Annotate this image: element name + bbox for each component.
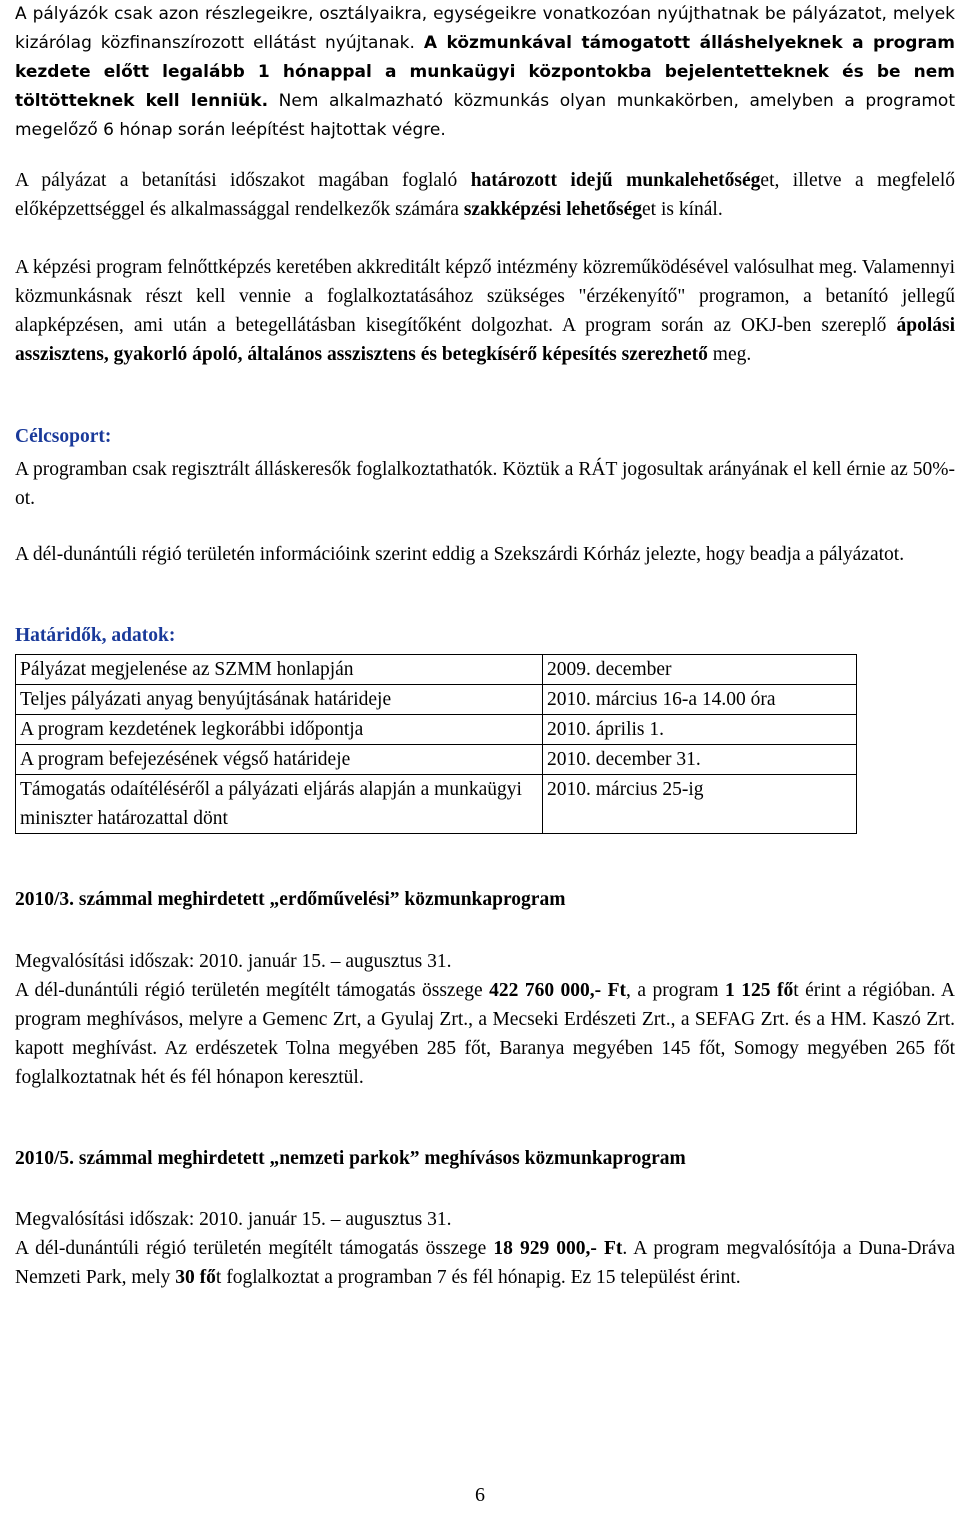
- paragraph-opportunity: [15, 166, 955, 224]
- text-run: A dél-dunántúli régió területén megítélt támogatás összege: [15, 1238, 494, 1259]
- forestry-program-title: 2010/3. számmal meghirdetett „erdőművelési” közmunkaprogram: [15, 889, 566, 910]
- deadlines-table: [15, 654, 857, 834]
- deadline-label: Teljes pályázati anyag benyújtásának határideje: [16, 685, 543, 715]
- deadline-label: A program befejezésének végső határideje: [16, 745, 543, 775]
- text-run: et is kínál.: [642, 199, 723, 220]
- text-run: , a program: [626, 980, 726, 1001]
- target-group-text: A programban csak regisztrált álláskeresők foglalkoztathatók. Köztük a RÁT jogosultak arányának el kell érnie az 50%-ot.: [15, 459, 955, 509]
- text-run: et, illetve a megfelelő előképzettséggel és alkalmassággal rendelkezők számára: [15, 170, 955, 220]
- table-row: [16, 745, 857, 775]
- table-row: [16, 715, 857, 745]
- forestry-details: [15, 976, 955, 1092]
- parks-period: Megvalósítási időszak: 2010. január 15. – augusztus 31.: [15, 1209, 452, 1230]
- deadlines-heading: Határidők, adatok:: [15, 625, 176, 646]
- bold-headcount: 1 125 fő: [725, 980, 794, 1001]
- table-row: [16, 655, 857, 685]
- deadline-label: Pályázat megjelenése az SZMM honlapján: [16, 655, 543, 685]
- page-number: 6: [475, 1484, 485, 1506]
- forestry-period: Megvalósítási időszak: 2010. január 15. – augusztus 31.: [15, 951, 452, 972]
- text-run: t érint a régióban. A program meghívásos, melyre a Gemenc Zrt, a Gyulaj Zrt., a Mecseki Erdészeti Zrt., a SEFAG Zrt. és a HM. Kaszó Zrt. kapott meghívást. Az erdészetek Tolna megyében 285 főt, Baranya megyében 145 főt, Somogy megyében 265 főt foglalkoztatnak hét és fél hónapon keresztül.: [15, 980, 956, 1088]
- bold-text-run: szakképzési lehetőség: [463, 199, 643, 220]
- deadline-value: 2010. március 25-ig: [543, 775, 857, 834]
- bold-amount: 422 760 000,- Ft: [489, 980, 627, 1001]
- text-run: . A program megvalósítója a Duna-Dráva Nemzeti Park, mely: [15, 1238, 956, 1288]
- bold-text-run: ápolási asszisztens, gyakorló ápoló, általános asszisztens és betegkísérő képesítés szerezhető: [15, 315, 955, 365]
- bold-text-run: A közmunkával támogatott álláshelyeknek a program kezdete előtt legalább 1 hónappal a munkaügyi központokba bejelentetteknek és be nem töltötteknek kell lenniük.: [15, 33, 955, 111]
- text-run: A dél-dunántúli régió területén megítélt támogatás összege: [15, 980, 490, 1001]
- text-run: meg.: [707, 344, 752, 365]
- bold-amount: 18 929 000,- Ft: [493, 1238, 623, 1259]
- target-group-heading: Célcsoport:: [15, 426, 112, 447]
- table-row: [16, 775, 857, 834]
- deadline-label: Támogatás odaítéléséről a pályázati eljárás alapján a munkaügyi miniszter határozattal dönt: [16, 775, 543, 834]
- bold-headcount: 30 fő: [175, 1267, 216, 1288]
- text-run: A pályázat a betanítási időszakot magában foglaló: [15, 170, 471, 191]
- bold-text-run: határozott idejű munkalehetőség: [470, 170, 761, 191]
- deadline-value: 2010. március 16-a 14.00 óra: [543, 685, 857, 715]
- deadline-value: 2010. december 31.: [543, 745, 857, 775]
- deadline-label: A program kezdetének legkorábbi időpontja: [16, 715, 543, 745]
- text-run: Nem alkalmazható közmunkás olyan munkakörben, amelyben a programot megelőző 6 hónap során leépítést hajtottak végre.: [15, 91, 956, 140]
- paragraph-training: [15, 253, 955, 369]
- parks-details: [15, 1234, 955, 1292]
- text-run: A pályázók csak azon részlegeikre, osztályaikra, egységeikre vonatkozóan nyújthatnak be pályázatot, melyek kizárólag közfinanszírozott ellátást nyújtanak.: [15, 4, 955, 53]
- deadline-value: 2009. december: [543, 655, 857, 685]
- text-run: t foglalkoztat a programban 7 és fél hónapig. Ez 15 települést érint.: [215, 1267, 741, 1288]
- parks-program-title: 2010/5. számmal meghirdetett „nemzeti parkok” meghívásos közmunkaprogram: [15, 1148, 686, 1169]
- text-run: A képzési program felnőttképzés keretében akkreditált képző intézmény közreműködésével valósulhat meg. Valamennyi közmunkásnak részt kell vennie a foglalkoztatásához szükséges "érzékenyítő" programon, a betanító jellegű alapképzésen, ami után a betegellátásban kisegítőként dolgozhat. A program során az OKJ-ben szereplő: [15, 257, 955, 336]
- region-info-text: A dél-dunántúli régió területén információink szerint eddig a Szekszárdi Kórház jelezte, hogy beadja a pályázatot.: [15, 544, 905, 565]
- paragraph-eligibility: [15, 0, 955, 145]
- deadline-value: 2010. április 1.: [543, 715, 857, 745]
- table-row: [16, 685, 857, 715]
